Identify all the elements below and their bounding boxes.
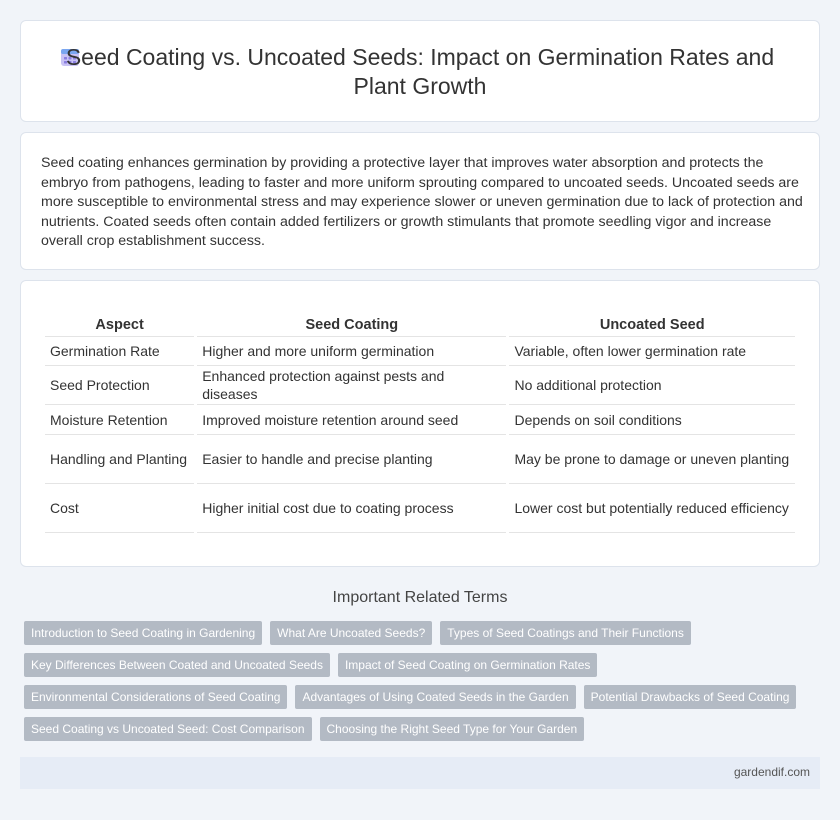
table-row [45, 337, 795, 366]
page-title: Seed Coating vs. Uncoated Seeds: Impact on Germination Rates and Plant Growth [65, 44, 775, 99]
table-row [45, 405, 795, 435]
table-cell: Seed Protection [45, 366, 194, 405]
comparison-card [20, 280, 820, 567]
related-tag-link[interactable]: Introduction to Seed Coating in Gardening [24, 621, 262, 645]
table-cell: Enhanced protection against pests and diseases [197, 366, 506, 405]
header-seed-coating: Seed Coating [197, 315, 506, 337]
title-card [20, 20, 820, 122]
footer-bar [20, 757, 820, 789]
related-tag-link[interactable]: What Are Uncoated Seeds? [270, 621, 432, 645]
header-aspect: Aspect [45, 315, 194, 337]
related-tag-link[interactable]: Types of Seed Coatings and Their Functions [440, 621, 691, 645]
table-cell: Lower cost but potentially reduced efficiency [509, 484, 795, 533]
table-cell: Easier to handle and precise planting [197, 435, 506, 484]
related-tags-row [24, 653, 597, 677]
related-tags-row [24, 685, 796, 709]
table-row [45, 435, 795, 484]
related-terms-heading: Important Related Terms [332, 589, 508, 606]
table-row [45, 366, 795, 405]
table-row [45, 484, 795, 533]
related-tag-link[interactable]: Advantages of Using Coated Seeds in the Garden [295, 685, 575, 709]
related-tag-link[interactable]: Impact of Seed Coating on Germination Rates [338, 653, 597, 677]
comparison-table [42, 315, 798, 533]
intro-card [20, 132, 820, 270]
table-cell: Depends on soil conditions [509, 405, 795, 435]
related-tags-row [24, 717, 584, 741]
intro-paragraph: Seed coating enhances germination by providing a protective layer that improves water absorption and protects the embryo from pathogens, leading to faster and more uniform sprouting compared to uncoated seeds. Uncoated seeds are more susceptible to environmental stress and may experience slower or uneven germination due to lack of protection and nutrients. Coated seeds often contain added fertilizers or growth stimulants that promote seedling vigor and increase overall crop establishment success. [41, 155, 803, 250]
table-cell: Germination Rate [45, 337, 194, 366]
table-header-row [45, 315, 795, 337]
related-tag-link[interactable]: Environmental Considerations of Seed Coating [24, 685, 287, 709]
related-tag-link[interactable]: Potential Drawbacks of Seed Coating [584, 685, 797, 709]
related-tag-link[interactable]: Key Differences Between Coated and Uncoated Seeds [24, 653, 330, 677]
table-cell: Cost [45, 484, 194, 533]
related-tag-link[interactable]: Seed Coating vs Uncoated Seed: Cost Comparison [24, 717, 312, 741]
table-cell: No additional protection [509, 366, 795, 405]
table-cell: Improved moisture retention around seed [197, 405, 506, 435]
table-cell: May be prone to damage or uneven planting [509, 435, 795, 484]
table-cell: Handling and Planting [45, 435, 194, 484]
related-tags-row [24, 621, 691, 645]
related-tag-link[interactable]: Choosing the Right Seed Type for Your Garden [320, 717, 585, 741]
header-uncoated-seed: Uncoated Seed [509, 315, 795, 337]
table-cell: Moisture Retention [45, 405, 194, 435]
table-cell: Variable, often lower germination rate [509, 337, 795, 366]
footer-site-link[interactable]: gardendif.com [733, 765, 810, 779]
table-cell: Higher initial cost due to coating process [197, 484, 506, 533]
table-cell: Higher and more uniform germination [197, 337, 506, 366]
